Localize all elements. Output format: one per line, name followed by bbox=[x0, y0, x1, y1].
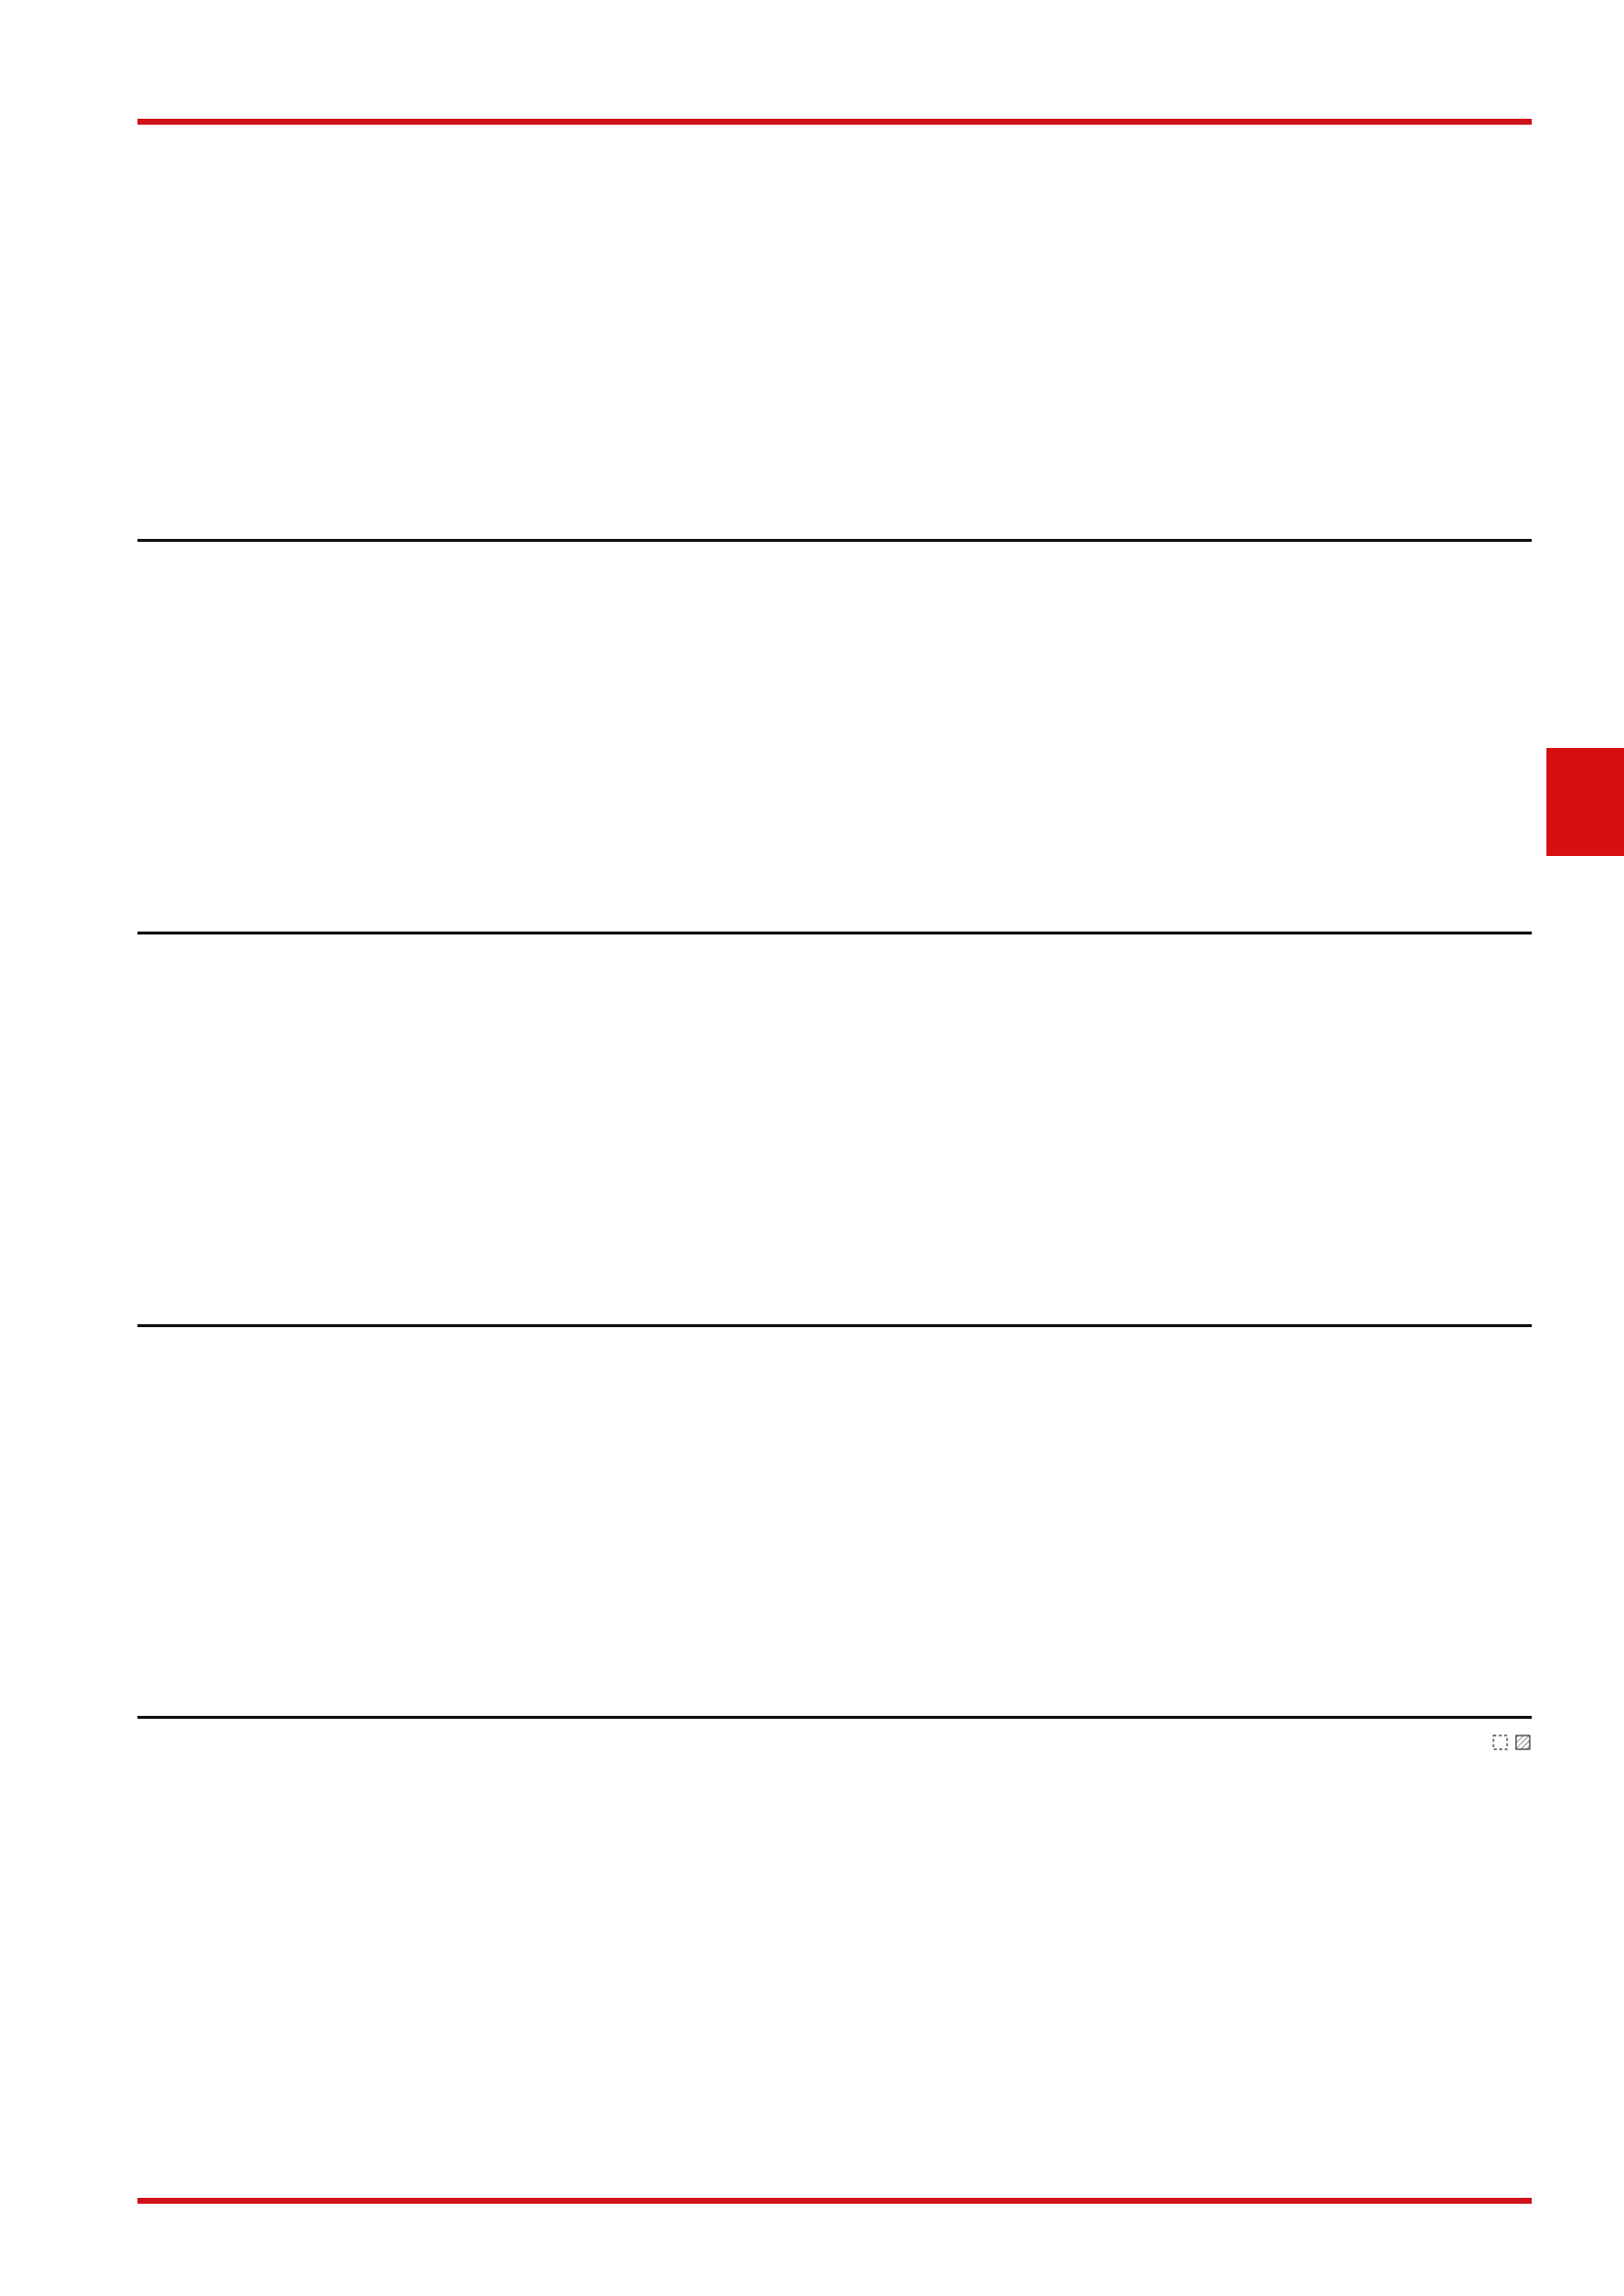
section-divider bbox=[137, 1324, 1532, 1327]
section-divider bbox=[137, 932, 1532, 934]
section-divider bbox=[137, 539, 1532, 542]
dashed-square-icon bbox=[1491, 1734, 1509, 1751]
header-rule bbox=[137, 119, 1532, 125]
section-divider bbox=[137, 1716, 1532, 1719]
section-tab bbox=[1546, 748, 1624, 856]
orientation-note bbox=[1487, 1734, 1532, 1751]
footer-rule bbox=[137, 2198, 1532, 2204]
hatched-square-icon bbox=[1514, 1734, 1532, 1751]
